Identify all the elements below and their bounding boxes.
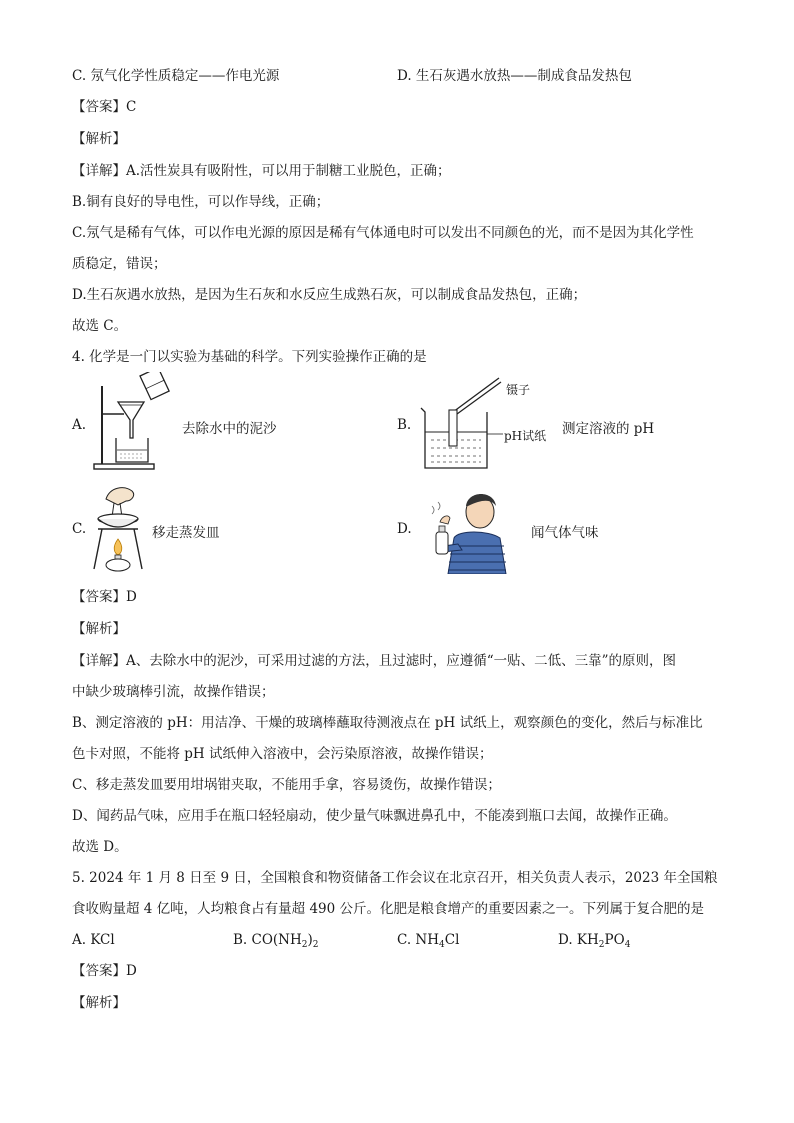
q4-analysis-tag: 【解析】 (72, 621, 126, 637)
detail-text: A.活性炭具有吸附性，可以用于制糖工业脱色，正确； (126, 163, 451, 179)
q3-conclusion: 故选 C。 (72, 318, 128, 334)
q4-option-c-letter: C. (72, 521, 87, 537)
q3-option-d: D. 生石灰遇水放热——制成食品发热包 (397, 68, 632, 84)
formula-subscript: 4 (439, 940, 445, 950)
evaporating-dish-figure (88, 483, 148, 573)
q4-option-b-caption: 测定溶液的 pH (562, 421, 655, 437)
formula-text: C. NH (397, 932, 440, 948)
q5-option-a: A. KCl (72, 932, 115, 948)
answer-value: C (126, 99, 137, 115)
q4-option-a-letter: A. (72, 417, 87, 433)
detail-tag: 【详解】 (72, 653, 126, 669)
formula-subscript: 2 (301, 940, 308, 950)
q3-detail-a (72, 161, 451, 181)
formula-text: D. KH (558, 932, 599, 948)
q4-detail-d: D、闻药品气味，应用手在瓶口轻轻扇动，使少量气味飘进鼻孔中，不能凑到瓶口去闻，故操作正确。 (72, 808, 677, 824)
q3-detail-d: D.生石灰遇水放热，是因为生石灰和水反应生成熟石灰，可以制成食品发热包，正确； (72, 287, 587, 303)
answer-value: D (126, 963, 137, 979)
answer-tag: 【答案】 (72, 99, 126, 115)
q4-option-b-letter: B. (397, 417, 412, 433)
formula-text: PO (604, 932, 625, 948)
formula-text: ) (307, 932, 313, 948)
q4-option-d-caption: 闻气体气味 (531, 525, 599, 541)
q4-option-c-caption: 移走蒸发皿 (152, 525, 220, 541)
q5-option-d (558, 930, 630, 955)
q3-detail-b: B.铜有良好的导电性，可以作导线，正确； (72, 194, 330, 210)
q4-detail-c: C、移走蒸发皿要用坩埚钳夹取，不能用手拿，容易烫伤，故操作错误； (72, 777, 501, 793)
formula-subscript: 2 (312, 940, 319, 950)
q4-answer (72, 587, 137, 607)
q5-answer (72, 961, 137, 981)
q4-detail-a2: 中缺少玻璃棒引流，故操作错误； (72, 684, 275, 700)
answer-tag: 【答案】 (72, 963, 126, 979)
q5-stem-line1: 5. 2024 年 1 月 8 日至 9 日，全国粮食和物资储备工作会议在北京召开，相关负责人表示，2023 年全国粮 (72, 870, 718, 886)
q3-option-c: C. 氖气化学性质稳定——作电光源 (72, 68, 280, 84)
q5-analysis-tag: 【解析】 (72, 995, 126, 1011)
q4-option-d-letter: D. (397, 521, 412, 537)
ph-test-figure (415, 372, 555, 472)
q4-detail-a1 (72, 651, 676, 671)
q4-conclusion: 故选 D。 (72, 839, 128, 855)
formula-subscript: 4 (624, 940, 631, 950)
q3-detail-c1: C.氖气是稀有气体，可以作电光源的原因是稀有气体通电时可以发出不同颜色的光，而不是因为其化学性 (72, 225, 694, 241)
answer-value: D (126, 589, 137, 605)
formula-text: Cl (444, 932, 460, 948)
q5-option-c (397, 930, 459, 955)
q4-detail-b1: B、测定溶液的 pH：用洁净、干燥的玻璃棒蘸取待测液点在 pH 试纸上，观察颜色的变化，然后与标准比 (72, 715, 703, 731)
q5-option-b (233, 930, 319, 955)
q4-option-a-caption: 去除水中的泥沙 (182, 421, 277, 437)
ph-paper-label: pH试纸 (504, 429, 547, 443)
detail-tag: 【详解】 (72, 163, 126, 179)
q3-answer (72, 97, 136, 117)
tweezers-label: 镊子 (506, 383, 531, 397)
formula-subscript: 2 (598, 940, 605, 950)
smelling-gas-figure (428, 484, 518, 574)
q5-stem-line2: 食收购量超 4 亿吨，人均粮食占有量超 490 公斤。化肥是粮食增产的重要因素之一。下列属于复合肥的是 (72, 901, 705, 917)
detail-text: A、去除水中的泥沙，可采用过滤的方法，且过滤时，应遵循“一贴、二低、三靠”的原则，图 (126, 653, 677, 669)
q4-detail-b2: 色卡对照，不能将 pH 试纸伸入溶液中，会污染原溶液，故操作错误； (72, 746, 493, 762)
q3-detail-c2: 质稳定，错误； (72, 256, 167, 272)
q4-stem: 4. 化学是一门以实验为基础的科学。下列实验操作正确的是 (72, 349, 427, 365)
filtration-figure (90, 372, 180, 472)
formula-text: B. CO(NH (233, 932, 302, 948)
answer-tag: 【答案】 (72, 589, 126, 605)
q3-analysis-tag: 【解析】 (72, 131, 126, 147)
